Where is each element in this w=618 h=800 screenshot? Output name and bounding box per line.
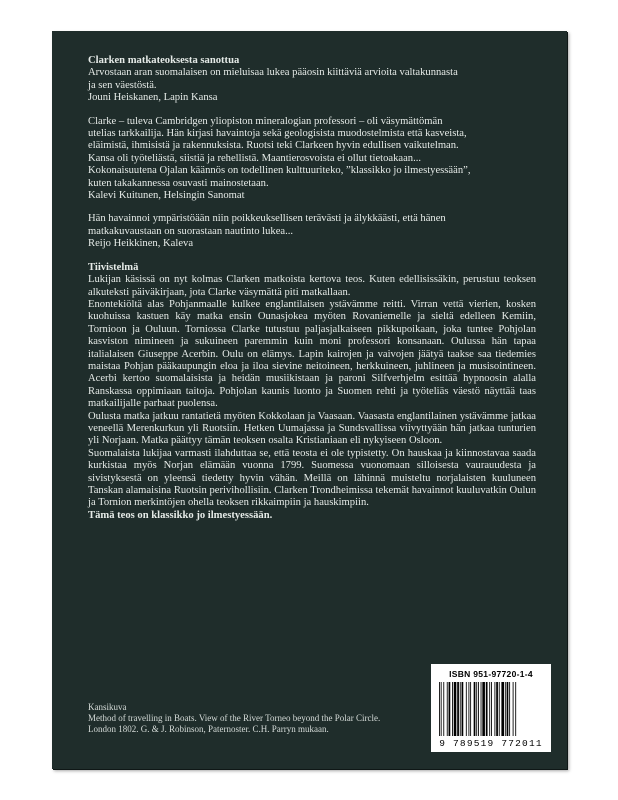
summary-paragraph: Oulusta matka jatkuu rantatietä myöten Kokkolaan ja Vaasaan. Vaasasta englantilainen ystävämme jatkaa veneellä Merenkurkun yli Ruotsiin. Hetken Uumajassa ja Sundsvallissa viivyttyään hän jatkaa tunturien yli Norjaan. Matka päättyy tämän teoksen osalta Kristianiaan eli nykyiseen Osloon. <box>88 410 536 447</box>
barcode-bar <box>476 682 477 736</box>
review-quote <box>88 67 536 92</box>
barcode-bar <box>441 682 442 736</box>
credit-label: Kansikuva <box>88 702 127 712</box>
barcode-bar <box>462 682 464 736</box>
review-line: Arvostaan aran suomalaisen on mieluisaa lukea pääosin kiittäviä arvioita valtakunnasta <box>88 67 458 79</box>
barcode-bar <box>515 682 516 736</box>
review-quote <box>88 213 536 238</box>
barcode-bar <box>481 682 482 736</box>
barcode-bar <box>509 682 510 736</box>
barcode-bar <box>454 682 457 736</box>
summary-paragraph: Suomalaista lukijaa varmasti ilahduttaa se, että teosta ei ole typistetty. On hauskaa ja kiinnostavaa saada kurkistaa myös Norjan elämään vuonna 1799. Suomessa vuonomaan silloisesta vaurauudesta ja sivistyksestä on yleensä tiedetty hyvin vähän. Meillä on lähinnä muisteltu norjalaisten kuuluneen Tanskan alamaisina Ruotsin perivihollisiin. Clarken Trondheimissa tekemät havainnot kuuluvatkin Oulun ja Tornion merkintöjen ohella teoksen rikkaimpiin ja hauskimpiin. <box>88 447 536 509</box>
summary-paragraph: Enontekiöltä alas Pohjanmaalle kulkee englantilaisen ystävämme reitti. Virran vettä vierien, kosken kuohuissa kastuen käy matka ensin Ounasjokea myöten Rovaniemelle ja sieltä edelleen Kemiin, Tornioon ja Ouluun. Torniossa Clarke tutustuu paljasjalkaiseen pikkupoikaan, joka tuntee Pohjolan kasviston nimineen ja sukuineen paremmin kuin moni professori konsanaan. Oulussa hän tapaa italialaisen Giuseppe Acerbin. Oulu on elämys. Lapin kairojen ja vaivojen jäätyä taakse saa tiedemies maistaa Pohjan pääkaupungin eloa ja iloa sievine neitoineen, herkkuineen, juhlineen ja musisointineen. Acerbi kertoo suomalaisista ja heidän musiikistaan ja paroni Silfverhjelm esittää hypnoosin alalla Ranskassa oppimiaan taitoja. Pohjolan kaunis luonto ja Suomen rehti ja työteliäs väestö näyttää taas matkailijalle parhaat puolensa. <box>88 298 536 410</box>
review-quote <box>88 116 536 190</box>
barcode-bar <box>489 682 490 736</box>
review-author: Kalevi Kuitunen, Helsingin Sanomat <box>88 190 245 202</box>
cover-text <box>88 55 536 522</box>
barcode-bar <box>447 682 448 736</box>
barcode-bar <box>507 682 509 736</box>
barcode-bar <box>505 682 506 736</box>
review-line: Kokonaisuutena Ojalan käännös on todellinen kulttuuriteko, ”klassikko jo ilmestyessään”, <box>88 165 471 177</box>
credit-line: London 1802. G. & J. Robinson, Paternoster. C.H. Parryn mukaan. <box>88 724 329 734</box>
barcode-bar <box>439 682 440 736</box>
reviews-section <box>88 55 536 105</box>
barcode-bar <box>443 682 444 736</box>
barcode-bar <box>482 682 485 736</box>
barcode-bar <box>457 682 459 736</box>
review-line: utelias tarkkailija. Hän kirjasi havaintoja sekä geologisista muodostelmista että kasveista, <box>88 128 467 140</box>
back-cover <box>52 31 567 769</box>
review-block <box>88 213 536 250</box>
barcode-bar <box>494 682 495 736</box>
review-line: matkakuvaustaan on suorastaan nautinto lukea... <box>88 225 294 237</box>
credit-line: Method of travelling in Boats. View of the River Torneo beyond the Polar Circle. <box>88 713 381 723</box>
review-line: Kansa oli työteliästä, siistiä ja rehellistä. Maantierosvoista ei ollut tietoakaan... <box>88 152 422 164</box>
summary-section <box>88 262 536 523</box>
barcode-bar <box>468 682 469 736</box>
barcode-bar <box>470 682 471 736</box>
barcode-graphic <box>439 682 543 736</box>
review-line: ja sen väestöstä. <box>88 79 157 91</box>
barcode-bar <box>486 682 488 736</box>
review-line: eläimistä, ihmisistä ja rakennuksista. Ruotsi teki Clarkeen hyvin edullisen vaikutelman. <box>88 140 459 152</box>
summary-heading: Tiivistelmä <box>88 261 139 273</box>
review-line: kuten takakannessa osuvasti mainostetaan. <box>88 177 269 189</box>
barcode-bar <box>513 682 514 736</box>
isbn-barcode-box <box>431 664 551 752</box>
cover-image-credit <box>88 702 418 735</box>
barcode-bar <box>474 682 476 736</box>
barcode-bar <box>466 682 467 736</box>
barcode-bar <box>449 682 451 736</box>
review-line: Clarke – tuleva Cambridgen yliopiston mineralogian professori – oli väsymättömän <box>88 115 443 127</box>
closing-statement: Tämä teos on klassikko jo ilmestyessään. <box>88 509 273 521</box>
review-author: Jouni Heiskanen, Lapin Kansa <box>88 92 218 104</box>
review-block <box>88 116 536 203</box>
barcode-bar <box>491 682 492 736</box>
barcode-bar <box>452 682 453 736</box>
barcode-bar <box>501 682 504 736</box>
barcode-bar <box>478 682 479 736</box>
reviews-heading: Clarken matkateoksesta sanottua <box>88 55 240 66</box>
barcode-bar <box>499 682 500 736</box>
barcode-bar <box>496 682 498 736</box>
summary-paragraph: Lukijan käsissä on nyt kolmas Clarken matkoista kertova teos. Kuten edellisissäkin, perustuu teoksen alkuteksti päiväkirjaan, jota Clarke väsymättä piti matkallaan. <box>88 274 536 298</box>
review-author: Reijo Heikkinen, Kaleva <box>88 238 194 250</box>
barcode-number: 9 789519 772011 <box>439 738 543 749</box>
review-line: Hän havainnoi ympäristöään niin poikkeuksellisen terävästi ja älykkäästi, että hänen <box>88 213 446 225</box>
isbn-label: ISBN 951-97720-1-4 <box>449 669 533 679</box>
barcode-bar <box>460 682 461 736</box>
